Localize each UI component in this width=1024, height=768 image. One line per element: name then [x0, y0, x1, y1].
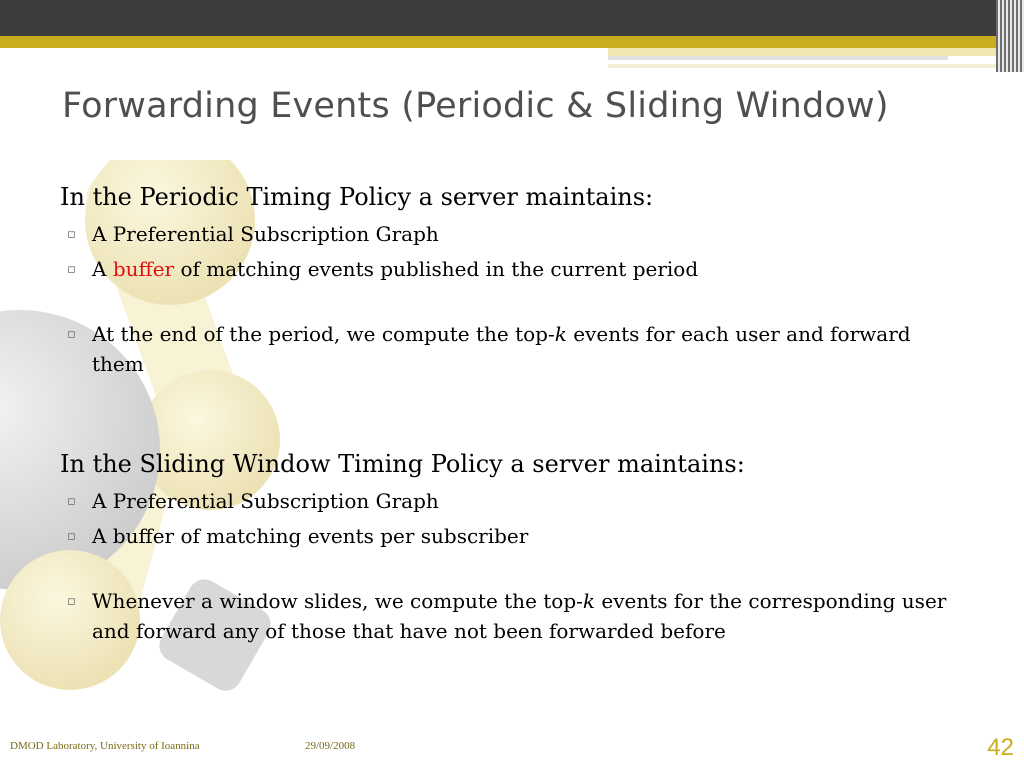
- bullet-item: [60, 521, 960, 551]
- bullet-marker-icon: ▫: [67, 594, 76, 609]
- footer-organization: DMOD Laboratory, University of Ioannina: [10, 740, 200, 752]
- section-heading: In the Periodic Timing Policy a server maintains:: [60, 183, 654, 211]
- bullet-item: [60, 486, 960, 516]
- bullet-text: At the end of the period, we compute the top-: [92, 322, 555, 346]
- bullet-marker-icon: ▫: [67, 494, 76, 509]
- italic-variable: k: [582, 589, 596, 613]
- bullet-text: A Preferential Subscription Graph: [92, 489, 439, 513]
- slide-number: 42: [987, 734, 1014, 761]
- bullet-list: [60, 219, 960, 379]
- highlighted-term: buffer: [112, 257, 175, 281]
- section-heading: In the Sliding Window Timing Policy a server maintains:: [60, 450, 745, 478]
- bullet-text: A buffer of matching events per subscriber: [92, 524, 529, 548]
- bullet-marker-icon: ▫: [67, 262, 76, 277]
- bullet-marker-icon: ▫: [67, 227, 76, 242]
- bullet-item: [60, 586, 960, 646]
- bullet-marker-icon: ▫: [67, 327, 76, 342]
- bullet-text: Whenever a window slides, we compute the top-: [92, 589, 583, 613]
- section-periodic: [60, 180, 960, 379]
- bullet-text: A: [92, 257, 113, 281]
- header-gold-band: [0, 36, 1000, 48]
- bullet-item: [60, 219, 960, 249]
- italic-variable: k: [554, 322, 567, 346]
- header-accent-line: [608, 56, 948, 60]
- header-dark-band: [0, 0, 1024, 36]
- footer-date: 29/09/2008: [305, 740, 356, 752]
- bullet-text: of matching events published in the current period: [174, 257, 699, 281]
- slide-title: Forwarding Events (Periodic & Sliding Window): [62, 86, 889, 126]
- header-stripes: [996, 0, 1024, 72]
- header-accent-line: [608, 64, 1000, 68]
- slide-content: [60, 180, 960, 646]
- bullet-text: events for the corresponding user and forward any of those that have not been forwarded before: [92, 589, 947, 643]
- section-sliding-window: [60, 447, 960, 646]
- bullet-text: A Preferential Subscription Graph: [92, 222, 439, 246]
- bullet-item: [60, 319, 960, 379]
- bullet-text: events for each user and forward them: [92, 322, 911, 376]
- bullet-item: [60, 254, 960, 284]
- bullet-marker-icon: ▫: [67, 529, 76, 544]
- header-accent-line: [608, 48, 1000, 56]
- bullet-list: [60, 486, 960, 646]
